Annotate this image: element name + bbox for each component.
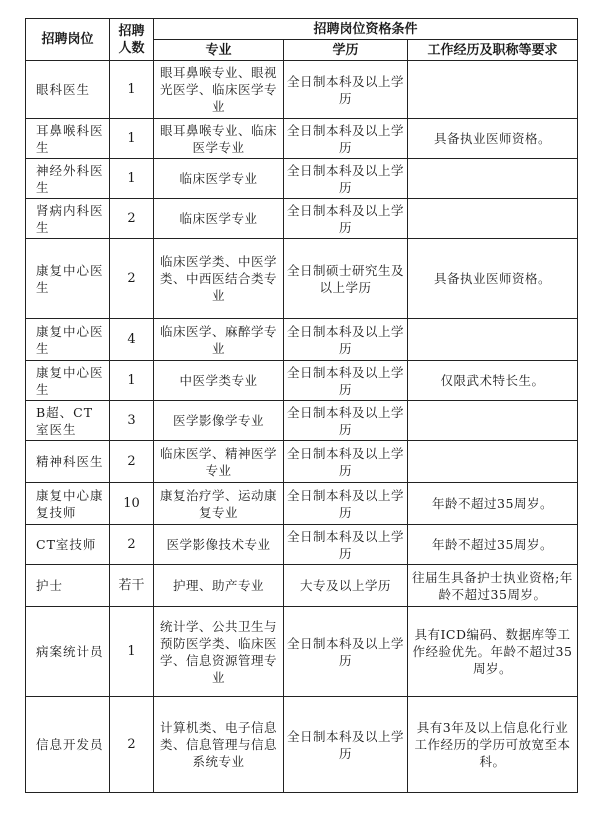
education-cell: 全日制本科及以上学历 (284, 483, 408, 525)
table-row (26, 401, 578, 441)
requirement-cell (408, 159, 578, 199)
count-cell: 2 (110, 441, 154, 483)
count-cell: 2 (110, 697, 154, 793)
major-cell: 临床医学专业 (154, 159, 284, 199)
position-cell: 康复中心医生 (26, 361, 110, 401)
count-cell: 1 (110, 607, 154, 697)
requirement-cell (408, 199, 578, 239)
table-row (26, 119, 578, 159)
header-count: 招聘人数 (110, 19, 154, 61)
education-cell: 全日制本科及以上学历 (284, 697, 408, 793)
position-cell: 康复中心医生 (26, 319, 110, 361)
position-cell: 眼科医生 (26, 61, 110, 119)
position-cell: 康复中心康复技师 (26, 483, 110, 525)
table-row (26, 525, 578, 565)
count-cell: 2 (110, 199, 154, 239)
education-cell: 全日制本科及以上学历 (284, 159, 408, 199)
count-cell: 4 (110, 319, 154, 361)
table-row (26, 697, 578, 793)
major-cell: 临床医学类、中医学类、中西医结合类专业 (154, 239, 284, 319)
position-cell: 神经外科医生 (26, 159, 110, 199)
education-cell: 全日制硕士研究生及以上学历 (284, 239, 408, 319)
position-cell: CT室技师 (26, 525, 110, 565)
requirement-cell: 具备执业医师资格。 (408, 119, 578, 159)
requirement-cell: 年龄不超过35周岁。 (408, 525, 578, 565)
major-cell: 计算机类、电子信息类、信息管理与信息系统专业 (154, 697, 284, 793)
major-cell: 临床医学专业 (154, 199, 284, 239)
count-cell: 2 (110, 525, 154, 565)
position-cell: 护士 (26, 565, 110, 607)
position-cell: 信息开发员 (26, 697, 110, 793)
major-cell: 医学影像技术专业 (154, 525, 284, 565)
major-cell: 眼耳鼻喉专业、临床医学专业 (154, 119, 284, 159)
position-cell: B超、CT室医生 (26, 401, 110, 441)
requirement-cell (408, 61, 578, 119)
requirement-cell: 年龄不超过35周岁。 (408, 483, 578, 525)
major-cell: 眼耳鼻喉专业、眼视光医学、临床医学专业 (154, 61, 284, 119)
count-cell: 若干 (110, 565, 154, 607)
count-cell: 2 (110, 239, 154, 319)
header-major: 专业 (154, 40, 284, 61)
position-cell: 精神科医生 (26, 441, 110, 483)
table-row (26, 61, 578, 119)
major-cell: 中医学类专业 (154, 361, 284, 401)
position-cell: 病案统计员 (26, 607, 110, 697)
major-cell: 医学影像学专业 (154, 401, 284, 441)
education-cell: 全日制本科及以上学历 (284, 525, 408, 565)
table-row (26, 199, 578, 239)
major-cell: 临床医学、麻醉学专业 (154, 319, 284, 361)
table-row (26, 159, 578, 199)
education-cell: 全日制本科及以上学历 (284, 61, 408, 119)
count-cell: 1 (110, 119, 154, 159)
table-row (26, 565, 578, 607)
position-cell: 耳鼻喉科医生 (26, 119, 110, 159)
education-cell: 全日制本科及以上学历 (284, 199, 408, 239)
count-cell: 1 (110, 159, 154, 199)
table-row (26, 607, 578, 697)
table-row (26, 483, 578, 525)
major-cell: 护理、助产专业 (154, 565, 284, 607)
requirement-cell: 仅限武术特长生。 (408, 361, 578, 401)
count-cell: 10 (110, 483, 154, 525)
education-cell: 全日制本科及以上学历 (284, 441, 408, 483)
count-cell: 1 (110, 361, 154, 401)
requirement-cell (408, 401, 578, 441)
education-cell: 全日制本科及以上学历 (284, 119, 408, 159)
requirement-cell (408, 319, 578, 361)
table-row (26, 239, 578, 319)
position-cell: 肾病内科医生 (26, 199, 110, 239)
requirement-cell: 具备执业医师资格。 (408, 239, 578, 319)
table-row (26, 361, 578, 401)
requirement-cell: 往届生具备护士执业资格;年龄不超过35周岁。 (408, 565, 578, 607)
header-experience: 工作经历及职称等要求 (408, 40, 578, 61)
education-cell: 全日制本科及以上学历 (284, 319, 408, 361)
education-cell: 全日制本科及以上学历 (284, 401, 408, 441)
position-cell: 康复中心医生 (26, 239, 110, 319)
count-cell: 1 (110, 61, 154, 119)
table-row (26, 319, 578, 361)
table-row (26, 441, 578, 483)
header-qualifications: 招聘岗位资格条件 (154, 19, 578, 40)
header-education: 学历 (284, 40, 408, 61)
major-cell: 临床医学、精神医学专业 (154, 441, 284, 483)
education-cell: 全日制本科及以上学历 (284, 361, 408, 401)
education-cell: 全日制本科及以上学历 (284, 607, 408, 697)
education-cell: 大专及以上学历 (284, 565, 408, 607)
requirement-cell: 具有ICD编码、数据库等工作经验优先。年龄不超过35周岁。 (408, 607, 578, 697)
major-cell: 统计学、公共卫生与预防医学类、临床医学、信息资源管理专业 (154, 607, 284, 697)
major-cell: 康复治疗学、运动康复专业 (154, 483, 284, 525)
count-cell: 3 (110, 401, 154, 441)
requirement-cell (408, 441, 578, 483)
requirement-cell: 具有3年及以上信息化行业工作经历的学历可放宽至本科。 (408, 697, 578, 793)
header-position: 招聘岗位 (26, 19, 110, 61)
recruitment-table (25, 18, 578, 793)
